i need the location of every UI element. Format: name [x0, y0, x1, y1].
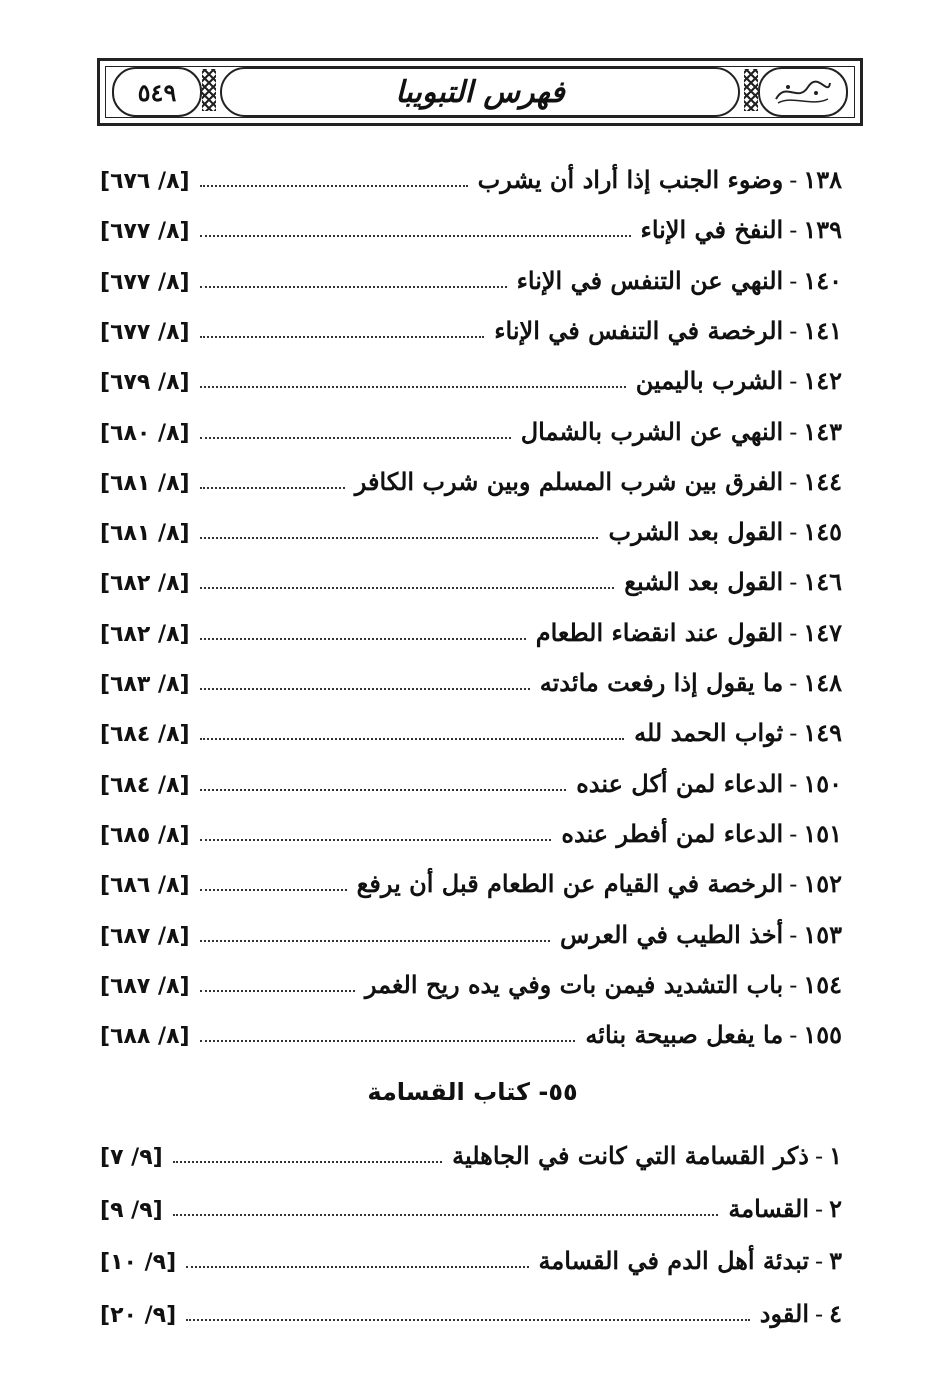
- entry-number: ١٣٨: [803, 165, 842, 194]
- toc-entry: [100, 1020, 842, 1052]
- dot-leader: [173, 1214, 719, 1216]
- entry-reference: [٨/ ٦٧٧]: [100, 269, 190, 295]
- entry-number: ١٤٨: [803, 668, 842, 697]
- header-title-cartouche: [220, 67, 740, 117]
- entry-dash: -: [789, 166, 798, 194]
- entry-title: القول عند انقضاء الطعام: [535, 617, 784, 647]
- dot-leader: [200, 386, 626, 388]
- entry-reference: [٨/ ٦٨٠]: [100, 420, 190, 446]
- entry-number: ٢: [829, 1193, 842, 1223]
- entry-title: الدعاء لمن أفطر عنده: [561, 818, 784, 848]
- entry-title: النهي عن الشرب بالشمال: [520, 416, 784, 446]
- calligraphy-seal-icon: [768, 73, 838, 111]
- entry-number: ١٤٣: [803, 416, 842, 446]
- entry-dash: -: [789, 719, 798, 748]
- entry-reference: [٩/ ٢٠]: [100, 1302, 177, 1328]
- entry-title: الشرب باليمين: [635, 366, 784, 396]
- toc-entry: [100, 366, 842, 398]
- toc-entry: [100, 215, 842, 247]
- page-number: ٥٤٩: [137, 77, 177, 107]
- entry-dash: -: [789, 266, 798, 295]
- entry-dash: -: [789, 618, 798, 647]
- entry-reference: [٨/ ٦٨٨]: [100, 1024, 190, 1050]
- entry-number: ١٤٤: [803, 466, 842, 496]
- toc-entry: [100, 467, 842, 499]
- entry-reference: [٨/ ٦٨١]: [100, 521, 190, 547]
- entry-title: النهي عن التنفس في الإناء: [516, 265, 784, 295]
- toc-entry: [100, 819, 842, 851]
- entry-reference: [٩/ ١٠]: [100, 1250, 177, 1275]
- entry-dash: -: [815, 1247, 824, 1275]
- toc-entry: [100, 1299, 842, 1331]
- dot-leader: [186, 1319, 750, 1321]
- ornament-pattern-icon: [744, 69, 758, 111]
- page-header: [97, 58, 863, 126]
- toc-entry: [100, 1194, 842, 1226]
- entry-number: ١٤٠: [803, 265, 842, 295]
- entry-title: القسامة: [728, 1193, 809, 1223]
- entry-dash: -: [815, 1299, 824, 1328]
- entry-title: الفرق بين شرب المسلم وبين شرب الكافر: [354, 466, 784, 496]
- entry-number: ١٥٥: [803, 1020, 842, 1050]
- entry-number: ١٥٢: [803, 869, 842, 899]
- entry-title: وضوء الجنب إذا أراد أن يشرب: [477, 165, 784, 194]
- entry-reference: [٨/ ٦٨٤]: [100, 722, 190, 748]
- entry-title: القول بعد الشبع: [624, 567, 784, 597]
- page-number-cartouche: [112, 67, 202, 117]
- entry-dash: -: [815, 1194, 824, 1223]
- dot-leader: [200, 487, 345, 489]
- entry-dash: -: [789, 467, 798, 496]
- dot-leader: [200, 940, 550, 942]
- entry-number: ١٥١: [803, 818, 842, 848]
- entry-reference: [٩/ ٩]: [100, 1197, 163, 1223]
- entry-number: ٤: [829, 1298, 842, 1328]
- dot-leader: [200, 789, 567, 791]
- dot-leader: [200, 738, 625, 740]
- dot-leader: [200, 688, 530, 690]
- toc-entry: [100, 718, 842, 750]
- entry-dash: -: [789, 568, 798, 597]
- entry-dash: -: [789, 769, 798, 798]
- entry-number: ١٤٩: [803, 718, 842, 748]
- section-heading: ٥٥- كتاب القسامة: [367, 1078, 578, 1106]
- entry-number: ١٥٤: [803, 969, 842, 999]
- entry-title: الدعاء لمن أكل عنده: [576, 768, 784, 798]
- toc-entry: [100, 567, 842, 599]
- dot-leader: [200, 437, 511, 439]
- dot-leader: [186, 1266, 528, 1268]
- entry-number: ١٤٧: [803, 617, 842, 647]
- toc-entry: [100, 869, 842, 901]
- entry-reference: [٨/ ٦٧٧]: [100, 219, 190, 245]
- entry-reference: [٨/ ٦٧٦]: [100, 169, 190, 194]
- running-title: فهرس التبويبا: [395, 74, 565, 110]
- entry-reference: [٨/ ٦٨٣]: [100, 672, 190, 697]
- entry-number: ١٤٢: [803, 366, 842, 396]
- entry-dash: -: [789, 216, 798, 245]
- entry-number: ١٥٣: [803, 919, 842, 949]
- entry-reference: [٨/ ٦٨١]: [100, 470, 190, 496]
- entry-dash: -: [789, 518, 798, 547]
- toc-entry: [100, 668, 842, 700]
- entry-number: ١٤١: [803, 315, 842, 345]
- entry-dash: -: [789, 669, 798, 697]
- entry-dash: -: [789, 819, 798, 848]
- entry-dash: -: [789, 920, 798, 949]
- entry-number: ١٤٦: [803, 567, 842, 597]
- dot-leader: [200, 185, 468, 187]
- entry-reference: [٨/ ٦٨٢]: [100, 621, 190, 647]
- entry-title: ثواب الحمد لله: [634, 718, 784, 748]
- dot-leader: [200, 235, 631, 237]
- entry-title: أخذ الطيب في العرس: [560, 919, 784, 949]
- dot-leader: [200, 839, 552, 841]
- toc-entry: [100, 517, 842, 549]
- toc-entry: [100, 1141, 842, 1173]
- toc-entry: [100, 165, 842, 197]
- toc-entry: [100, 266, 842, 298]
- entry-title: ما يقول إذا رفعت مائدته: [539, 668, 784, 697]
- entry-reference: [٨/ ٦٨٧]: [100, 923, 190, 949]
- entry-title: الرخصة في التنفس في الإناء: [494, 315, 784, 345]
- entry-number: ١٣٩: [803, 215, 842, 245]
- dot-leader: [200, 537, 599, 539]
- dot-leader: [200, 587, 615, 589]
- toc-entry: [100, 920, 842, 952]
- entry-dash: -: [789, 417, 798, 446]
- entry-reference: [٨/ ٦٨٢]: [100, 571, 190, 597]
- dot-leader: [200, 990, 355, 992]
- entry-title: الرخصة في القيام عن الطعام قبل أن يرفع: [356, 869, 784, 899]
- entry-dash: -: [789, 970, 798, 999]
- entry-reference: [٨/ ٦٧٧]: [100, 319, 190, 345]
- entry-title: القول بعد الشرب: [608, 517, 784, 547]
- entry-title: النفخ في الإناء: [640, 215, 784, 245]
- entry-number: ٣: [829, 1246, 842, 1275]
- entry-number: ١: [829, 1141, 842, 1170]
- entry-title: ما يفعل صبيحة بنائه: [585, 1020, 784, 1050]
- entry-title: القود: [759, 1298, 809, 1328]
- dot-leader: [200, 638, 526, 640]
- entry-dash: -: [789, 316, 798, 345]
- entry-title: ذكر القسامة التي كانت في الجاهلية: [452, 1141, 809, 1170]
- entry-dash: -: [789, 870, 798, 899]
- entry-title: باب التشديد فيمن بات وفي يده ريح الغمر: [364, 969, 784, 999]
- dot-leader: [173, 1161, 442, 1163]
- entry-dash: -: [815, 1142, 824, 1170]
- entry-number: ١٥٠: [803, 768, 842, 798]
- dot-leader: [200, 889, 347, 891]
- toc-entry: [100, 618, 842, 650]
- dot-leader: [200, 286, 507, 288]
- entry-reference: [٨/ ٦٨٥]: [100, 822, 190, 848]
- dot-leader: [200, 1040, 576, 1042]
- entry-reference: [٨/ ٦٨٤]: [100, 772, 190, 798]
- toc-entry: [100, 769, 842, 801]
- dot-leader: [200, 336, 485, 338]
- ornament-pattern-icon: [202, 69, 216, 111]
- book-seal-cartouche: [758, 67, 848, 117]
- entry-title: تبدئة أهل الدم في القسامة: [538, 1246, 809, 1275]
- entry-dash: -: [789, 367, 798, 396]
- entry-reference: [٨/ ٦٧٩]: [100, 370, 190, 396]
- entry-number: ١٤٥: [803, 517, 842, 547]
- entry-reference: [٩/ ٧]: [100, 1145, 163, 1170]
- entry-reference: [٨/ ٦٨٧]: [100, 973, 190, 999]
- toc-entry: [100, 417, 842, 449]
- toc-entry: [100, 1246, 842, 1278]
- toc-entry: [100, 316, 842, 348]
- entry-dash: -: [789, 1021, 798, 1050]
- toc-entry: [100, 970, 842, 1002]
- entry-reference: [٨/ ٦٨٦]: [100, 873, 190, 899]
